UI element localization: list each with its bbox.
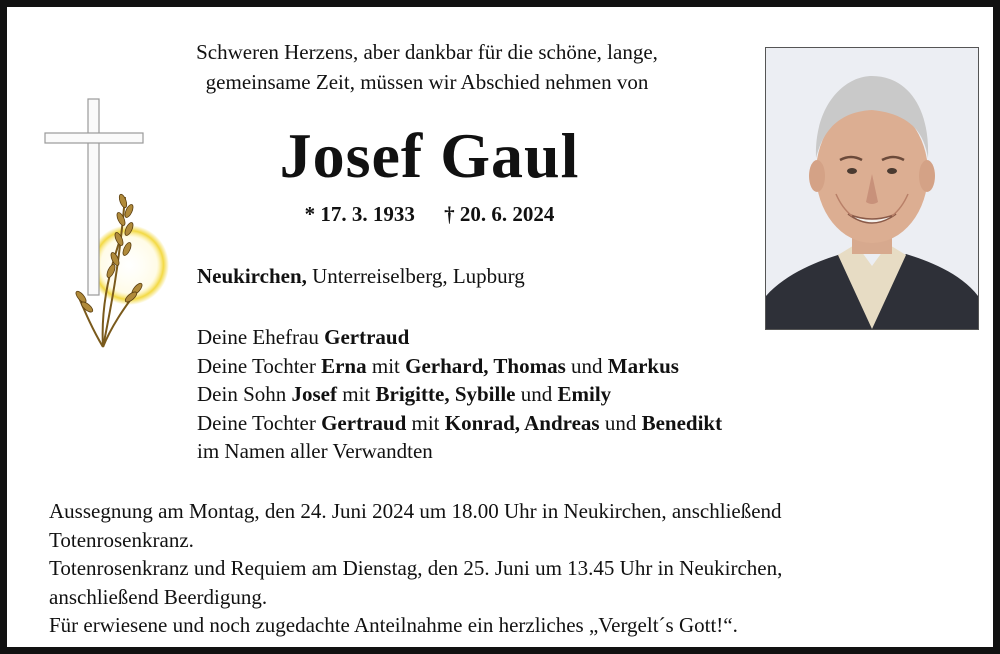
family-relation-text: Deine Tochter [197,410,322,435]
deceased-name: Josef Gaul [279,120,580,191]
family-relation-text: und [599,410,642,435]
family-line [197,352,722,381]
family-relation-text: Deine Ehefrau [197,325,325,349]
family-member-name: Emily [557,382,612,406]
family-member-name: Konrad, Andreas [444,410,600,435]
family-relation-text: mit [337,382,376,406]
service-line-2: Totenrosenkranz. [49,527,194,552]
service-line-5: Für erwiesene und noch zugedachte Anteilnahme ein herzliches „Vergelt´s Gott!“. [49,613,738,637]
sun-glow [89,225,169,305]
location-rest: Unterreiselberg, Lupburg [306,264,525,288]
family-member-name: Brigitte, Sybille [375,382,516,406]
intro-text [127,37,727,97]
family-relation-text: Dein Sohn [197,382,292,406]
portrait-illustration [766,48,978,329]
family-relation-text: Deine Tochter [197,353,322,378]
family-relation-text: mit [406,410,445,435]
family-line [197,380,722,409]
family-member-name: Gerhard, Thomas [405,353,566,378]
family-member-name: Markus [607,353,679,378]
family-line [197,437,722,466]
birth-date: * 17. 3. 1933 [304,202,415,226]
life-dates [177,202,682,227]
family-member-name: Gertraud [321,410,407,435]
cross-with-wheat-icon [41,97,171,353]
service-line-4: anschließend Beerdigung. [49,584,268,609]
intro-line-2: gemeinsame Zeit, müssen wir Abschied nehmen von [205,70,649,94]
family-line [197,409,722,438]
family-relation-text: und [515,382,558,406]
family-member-name: Josef [291,382,337,406]
death-date: † 20. 6. 2024 [444,202,555,226]
service-details [49,497,969,640]
family-relation-text: und [565,353,608,378]
family-relation-text: mit [366,353,406,378]
service-line-3: Totenrosenkranz und Requiem am Dienstag, den 25. Juni um 13.45 Uhr in Neukirchen, [49,556,783,580]
location-line [197,264,525,289]
family-line [197,323,722,352]
portrait-photo [765,47,979,330]
family-member-name: Benedikt [641,410,723,435]
family-relation-text: im Namen aller Verwandten [197,439,433,463]
family-member-name: Gertraud [324,325,410,349]
service-line-1: Aussegnung am Montag, den 24. Juni 2024 um 18.00 Uhr in Neukirchen, anschließend [49,499,782,523]
family-member-name: Erna [321,353,367,378]
intro-line-1: Schweren Herzens, aber dankbar für die schöne, lange, [196,40,658,64]
family-list [197,323,722,466]
location-place: Neukirchen, [197,264,307,288]
